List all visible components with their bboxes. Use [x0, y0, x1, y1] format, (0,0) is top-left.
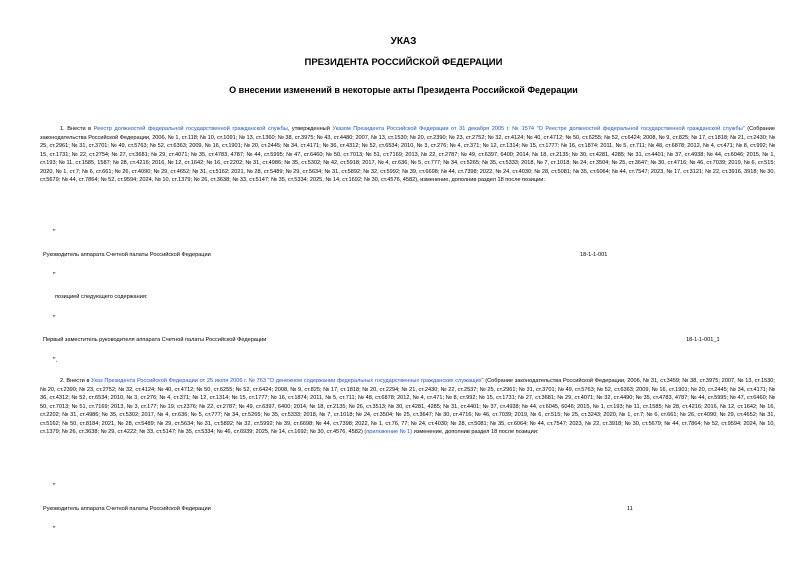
position-code: 18-1-1-001_1: [686, 337, 720, 343]
paragraph-2-end: изменение, дополнив раздел 18 после позиции:: [412, 429, 539, 436]
paragraph-2: [40, 377, 775, 437]
paragraph-1-tail: (Собрание законодательства Российской Федерации, 2006, № 1, ст.118; № 10, ст.1091; № 13, ст.1360; № 38, ст.3975; № 43, ст.4480; 2007, № 13, ст.1530; № 20, ст.2390; № 23, ст.2752; № 32, ст.4124; № 40, ст.4712; № 50, ст.6255; № 52, ст.6424; 2008, № 9, ст.825; № 17, ст.1818; № 21, ст.2430; № 25, ст.2961; № 31, ст.3701; № 49, ст.5763; № 52, ст.6363; 2009, № 16, ст.1901; № 20, ст.2445; № 34, ст.4171; № 36, ст.4312; № 52, ст.6534; 2010, № 3, ст.276; № 4, ст.371; № 12, ст.1314; № 15, ст.1777; № 16, ст.1874; 2011, № 5, ст.711; № 48, ст.6878; 2012, № 4, ст.471; № 8, ст.992; № 15, ст.1731; № 22, ст.2754; № 27, ст.3681; № 29, ст.4071; № 35, ст.4783, 4787; № 44, ст.5995; № 47, ст.6460; № 50, ст.7013; № 51, ст.7169; 2013, № 22, ст.2787; № 49, ст.6397, 6400; 2014, № 18, ст.2135; № 30, ст.4281, 4285; № 31, ст.4401; № 37, ст.4938; № 44, ст.6046; 2015, № 1, ст.193; № 11, ст.1585, 1587; № 28, ст.4216; 2016, № 12, ст.1642; № 16, ст.2202; № 31, ст.4986; № 35, ст.5302; № 42, ст.5918; 2017, № 4, ст.636; № 5, ст.777; № 34, ст.5265; № 35, ст.5333; 2018, № 7, ст.1018; № 24, ст.3504; № 25, ст.3647; № 30, ст.4716; № 46, ст.7039; 2019, № 6, ст.515; 2020, № 1, ст.7; № 6, ст.661; № 26, ст.4090; № 29, ст.4652; № 31, ст.5162; 2021, № 28, ст.5489; № 29, ст.5634; № 31, ст.5892; № 32, ст.5992; № 39, ст.6698; № 44, ст.7398; 2022, № 24, ст.4030; № 28, ст.5081; № 35, ст.6064; № 44, ст.7547; 2023, № 17, ст.3121; № 22, ст.3916, 3918; № 30, ст.5679; № 44, ст.7864; № 52, ст.9594; 2024, № 10, ст.1379; № 26, ст.3638; № 33, ст.5147; № 35, ст.5334; 2025, № 14, ст.1692; № 30, ст.4576, 4582), изменение, дополнив раздел 18 после позиции:: [40, 126, 775, 184]
paragraph-1-lead: 1. Внести в: [60, 126, 94, 132]
quote-mark: ": [53, 526, 56, 533]
quote-mark: ": [53, 229, 56, 236]
decree-type-heading: УКАЗ: [390, 36, 417, 47]
position-code: 18-1-1-001: [580, 252, 608, 258]
appendix-1-link[interactable]: (приложение № 1): [364, 429, 413, 436]
decree-title: О внесении изменений в некоторые акты Президента Российской Федерации: [229, 85, 578, 95]
paragraph-2-tail: (Собрание законодательства Российской Федерации, 2006, № 31, ст.3459; № 38, ст.3975; 2007, № 13, ст.1530; № 20, ст.2390; № 23, ст.2752; № 32, ст.4124; № 40, ст.4712; № 50, ст.6255; № 52, ст.6424; 2008, № 9, ст.825; № 17, ст.1818; № 20, ст.2294; № 21, ст.2430; № 22, ст.2537; № 25, ст.2961; № 31, ст.3701; № 49, ст.5763; № 52, ст.6363; 2009, № 16, ст.1901; № 20, ст.2445; № 34, ст.4171; № 36, ст.4312; № 52, ст.6534; 2010, № 3, ст.276; № 4, ст.371; № 12, ст.1314; № 15, ст.1777; № 16, ст.1874; 2011, № 5, ст.711; № 48, ст.6878; 2012, № 4, ст.471; № 8, ст.992; № 15, ст.1731; № 27, ст.3681; № 29, ст.4071; № 32, ст.4490; № 35, ст.4783, 4787; № 44, ст.5995; № 47, ст.6460; № 50, ст.7013; № 51, ст.7169; 2013, № 3, ст.177; № 19, ст.2376; № 22, ст.2787; № 49, ст.6397, 6400; 2014, № 18, ст.2135; № 26, ст.3513; № 30, ст.4281, 4285; № 31, ст.4401; № 37, ст.4938; № 44, ст.6045, 6046; 2015, № 1, ст.193; № 11, ст.1585; № 28, ст.4216; 2016, № 12, ст.1642; № 16, ст.2202; № 31, ст.4986; № 35, ст.5302; 2017, № 4, ст.636; № 5, ст.777; № 34, ст.5265; № 35, ст.5333; 2018, № 7, ст.1018; № 24, ст.3504; № 25, ст.3647; № 30, ст.4716; № 46, ст.7039; 2019, № 6, ст.515; № 25, ст.3243; 2020, № 1, ст.7; № 6, ст.661; № 26, ст.4090; № 29, ст.4652; № 31, ст.5162; № 50, ст.8184; 2021, № 28, ст.5489; № 29, ст.5634; № 31, ст.5892; № 32, ст.5992; № 39, ст.6698; № 44, ст.7398; 2022, № 1, ст.76, 77; № 24, ст.4030; № 28, ст.5081; № 35, ст.6064; № 44, ст.7547; 2023, № 22, ст.3918; № 30, ст.5679; № 44, ст.7864; № 52, ст.9594; 2024, № 10, ст.1379; № 26, ст.3638; № 29, ст.4222; № 33, ст.5147; № 35, ст.5334; № 46, ст.6939; 2025, № 14, ст.1692; № 30, ст.4576, 4582): [40, 378, 775, 436]
issuer-heading: ПРЕЗИДЕНТА РОССИЙСКОЙ ФЕДЕРАЦИИ: [304, 57, 503, 68]
decree-763-link[interactable]: Указ Президента Российской Федерации от 25 июля 2006 г. № 763 "О денежном содержании федеральных государственных гражданских служащих": [91, 378, 484, 384]
quote-mark: ": [53, 315, 56, 322]
quote-mark: ".: [53, 357, 58, 364]
position-label: Руководитель аппарата Счетной палаты Российской Федерации: [43, 506, 211, 512]
registry-link[interactable]: Реестр должностей федеральной государственной гражданской службы: [93, 126, 288, 132]
paragraph-1: [40, 125, 775, 185]
decree-1574-link[interactable]: Указом Президента Российской Федерации от 31 декабря 2005 г. № 1574 "О Реестре должностей федеральной государственной гражданской службы": [332, 126, 745, 132]
quote-mark: ": [53, 483, 56, 490]
position-row-3: [43, 505, 783, 513]
replacement-intro: позицией следующего содержания:: [55, 294, 148, 300]
paragraph-1-mid: , утвержденный: [287, 126, 333, 132]
paragraph-2-lead: 2. Внести в: [60, 378, 92, 384]
quote-mark: ": [53, 272, 56, 279]
position-label: Руководитель аппарата Счетной палаты Российской Федерации: [43, 252, 211, 258]
position-row-2: [43, 336, 783, 344]
position-code: 11: [627, 506, 633, 512]
position-row-1: [43, 251, 783, 259]
position-label: Первый заместитель руководителя аппарата Счетной палаты Российской Федерации: [43, 337, 267, 343]
